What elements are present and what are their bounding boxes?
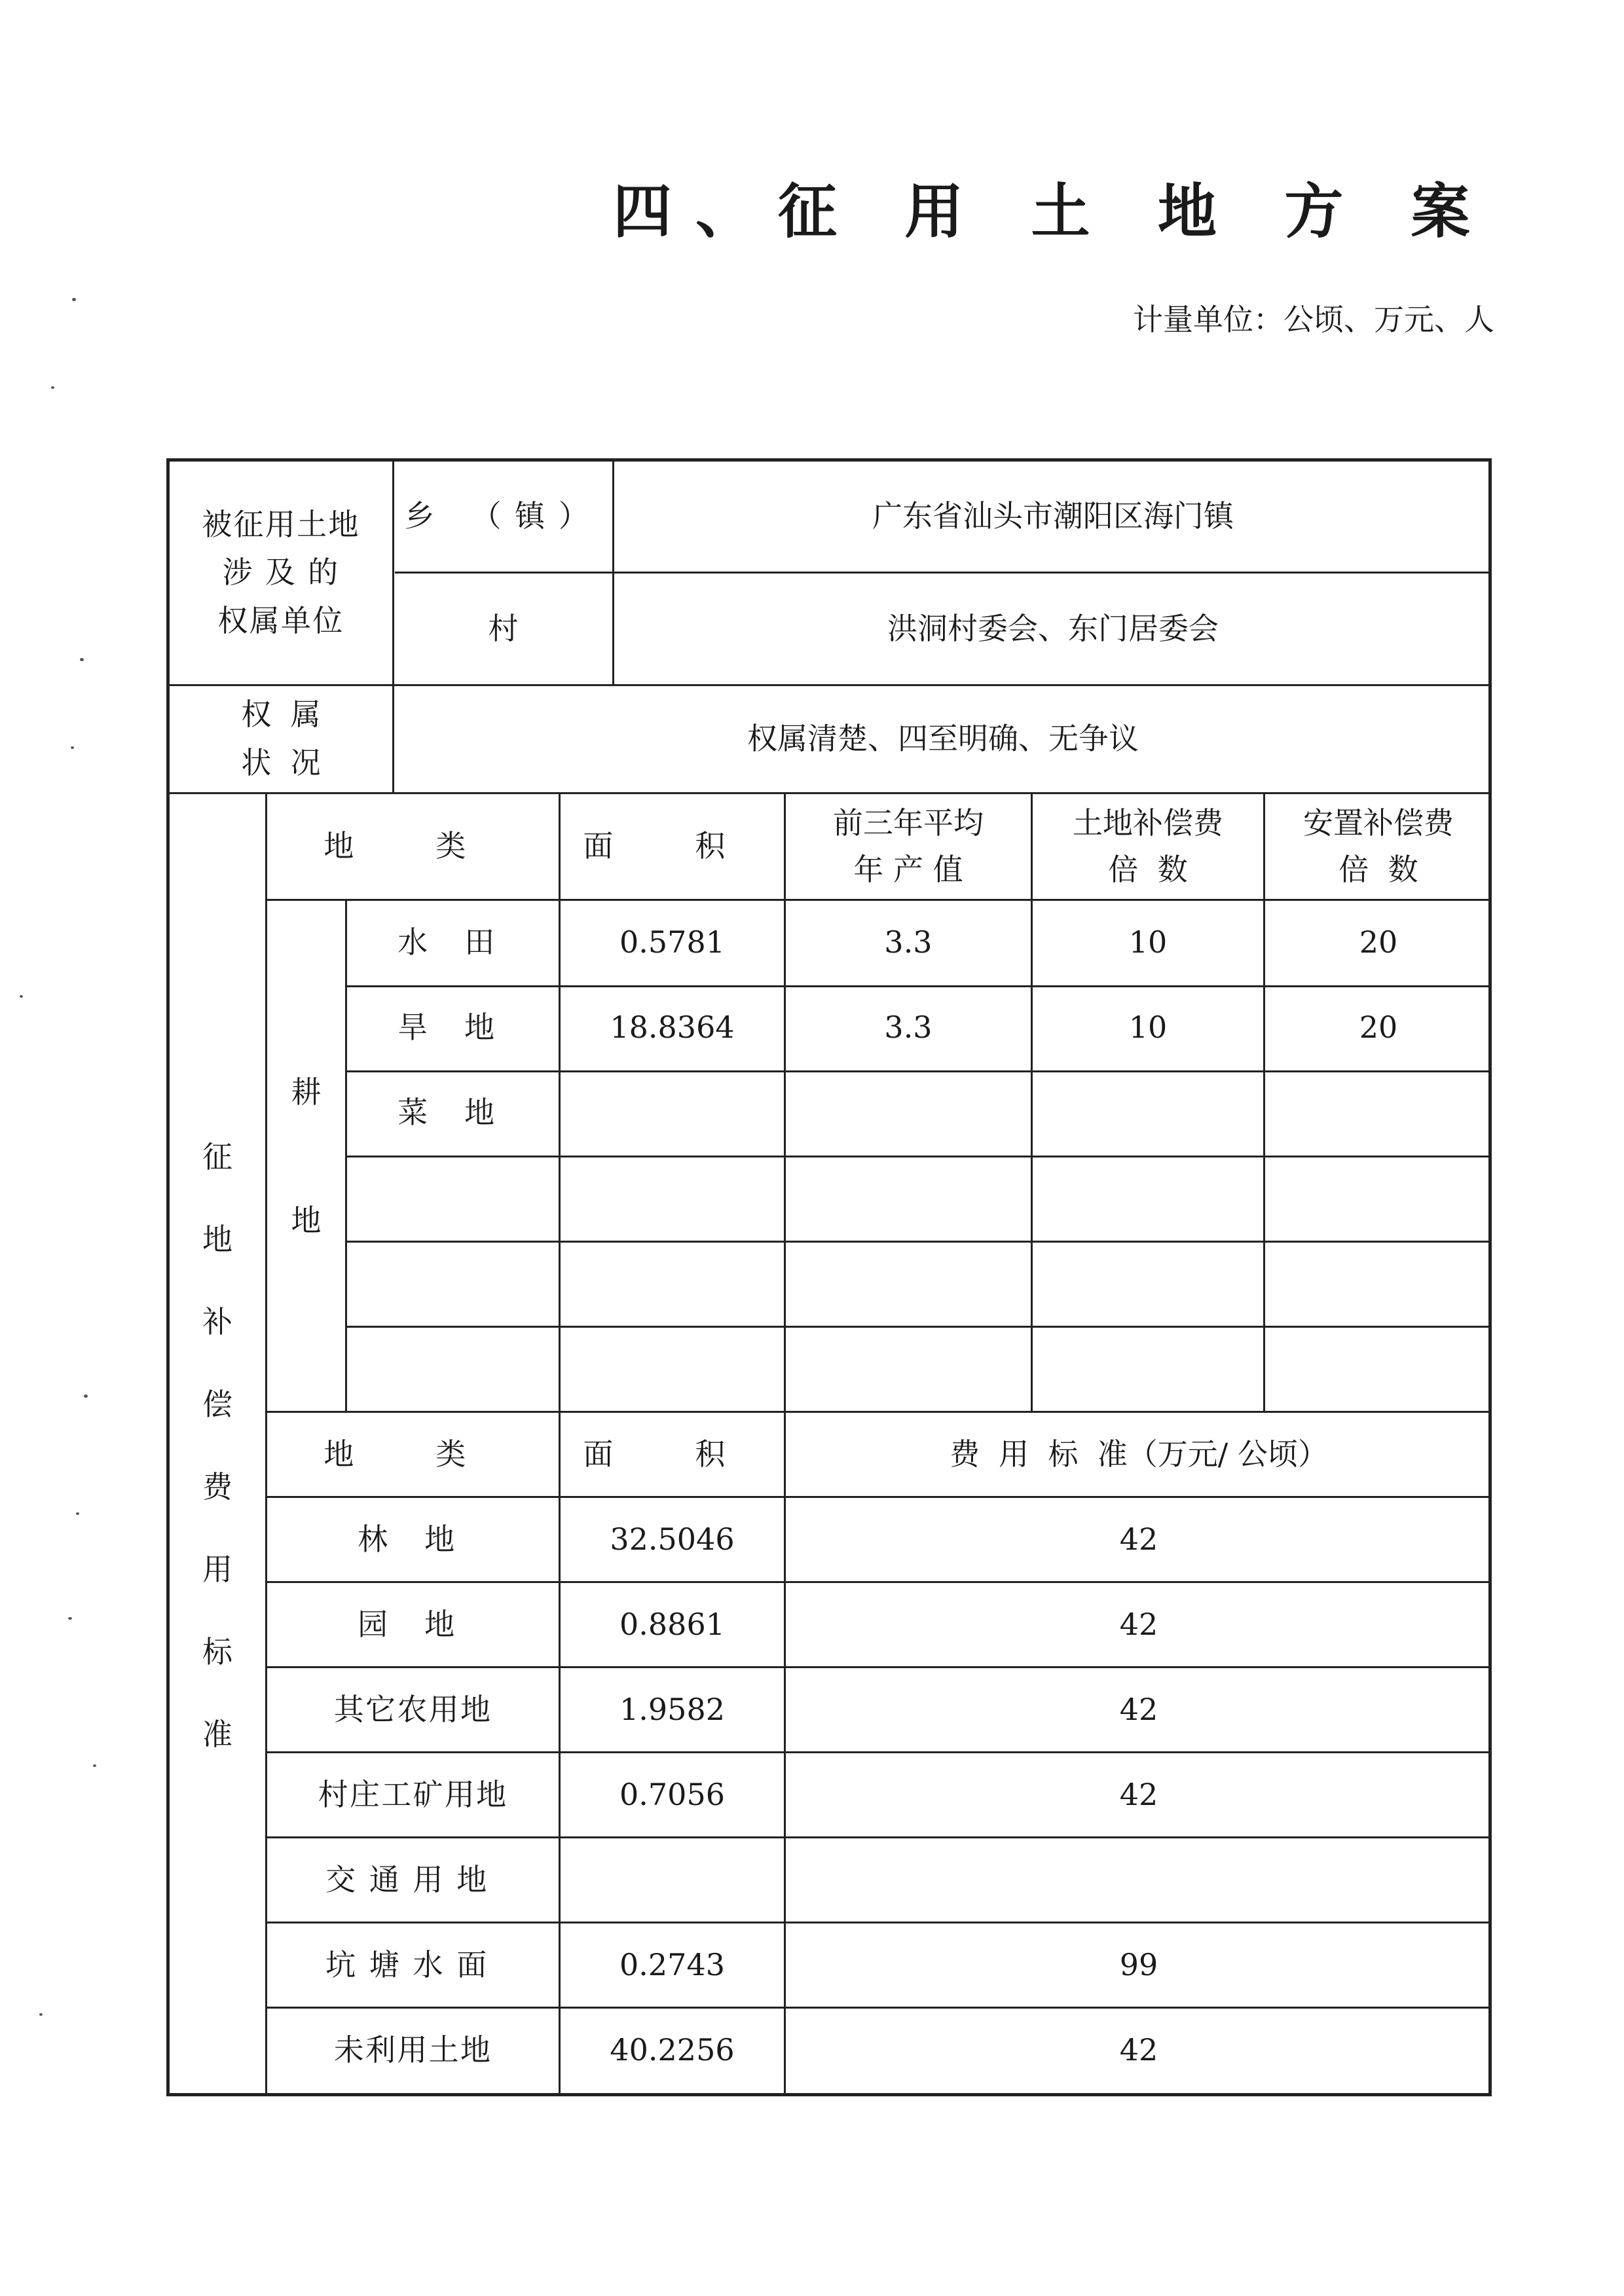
side-label-char: 补	[202, 1303, 232, 1339]
side-label-char: 准	[202, 1716, 232, 1752]
arable-type	[347, 1156, 559, 1239]
arable-land-multiple: 10	[1128, 924, 1168, 960]
arable-type: 旱 地	[397, 1009, 508, 1045]
land-area: 0.8861	[619, 1606, 725, 1642]
side-label-char: 标	[202, 1633, 232, 1669]
arable-type	[347, 1326, 559, 1410]
arable-output	[786, 1326, 1031, 1410]
arable-area	[561, 1326, 784, 1410]
land-type: 园 地	[358, 1606, 468, 1642]
arable-label-char: 地	[291, 1202, 322, 1238]
arable-type	[347, 1241, 559, 1324]
arable-area	[561, 1071, 784, 1154]
arable-resettle-multiple: 20	[1359, 924, 1398, 960]
fee-standard: 42	[1119, 1521, 1158, 1557]
land-type: 村庄工矿用地	[318, 1776, 508, 1812]
arable-land-multiple: 10	[1128, 1009, 1168, 1045]
status-value: 权属清楚、四至明确、无争议	[747, 721, 1139, 757]
arable-type: 水 田	[397, 924, 508, 960]
fee-standard: 42	[1119, 2032, 1158, 2068]
header2-area: 面 积	[583, 1436, 762, 1472]
header-resettle-multiple: 安置补偿费 倍 数	[1303, 805, 1454, 887]
header2-fee-standard: 费 用 标 准（万元/ 公顷）	[950, 1436, 1328, 1472]
status-label: 权 属 状 况	[241, 697, 321, 780]
side-label-char: 征	[202, 1139, 232, 1175]
town-value: 广东省汕头市潮阳区海门镇	[872, 498, 1234, 534]
arable-output	[786, 1156, 1031, 1239]
header-area: 面 积	[583, 828, 762, 864]
fee-standard: 99	[1119, 1946, 1158, 1982]
arable-land-multiple	[1033, 1071, 1263, 1154]
land-area: 32.5046	[610, 1521, 735, 1557]
land-acquisition-table	[166, 458, 1492, 2096]
header-land-multiple: 土地补偿费 倍 数	[1073, 805, 1223, 887]
fee-standard: 42	[1119, 1606, 1158, 1642]
arable-land-label	[267, 901, 345, 1411]
arable-area	[561, 1241, 784, 1324]
land-type: 林 地	[358, 1521, 468, 1557]
fee-standard: 42	[1119, 1691, 1158, 1727]
arable-land-multiple	[1033, 1156, 1263, 1239]
arable-type: 菜 地	[397, 1094, 508, 1130]
arable-resettle-multiple	[1265, 1071, 1492, 1154]
arable-land-multiple	[1033, 1241, 1263, 1324]
compensation-side-label	[170, 794, 265, 2096]
side-label-char: 偿	[202, 1386, 232, 1422]
ownership-label: 被征用土地 涉 及 的 权属单位	[202, 506, 360, 638]
arable-area: 18.8364	[610, 1009, 735, 1045]
unit-note: 计量单位：公顷、万元、人	[1133, 302, 1494, 337]
land-type: 未利用土地	[333, 2032, 492, 2068]
arable-resettle-multiple	[1265, 1326, 1492, 1410]
land-type: 交通用地	[325, 1861, 500, 1897]
side-label-char: 地	[202, 1221, 232, 1257]
village-value: 洪洞村委会、东门居委会	[887, 610, 1219, 646]
fee-standard	[786, 1838, 1492, 1922]
page-title: 四、征 用 土 地 方 案	[613, 177, 1494, 246]
header2-land-type: 地 类	[323, 1436, 502, 1472]
land-area: 1.9582	[619, 1691, 725, 1727]
village-label: 村	[488, 610, 519, 646]
header-land-type: 地 类	[323, 828, 502, 864]
land-area: 0.7056	[619, 1776, 725, 1812]
arable-area: 0.5781	[619, 924, 725, 960]
arable-resettle-multiple	[1265, 1156, 1492, 1239]
arable-area	[561, 1156, 784, 1239]
header-avg-output: 前三年平均 年 产 值	[833, 805, 984, 887]
land-area: 0.2743	[619, 1946, 725, 1982]
side-label-char: 用	[202, 1551, 232, 1587]
fee-standard: 42	[1119, 1776, 1158, 1812]
land-type: 其它农用地	[333, 1691, 492, 1727]
arable-label-char: 耕	[291, 1074, 322, 1110]
arable-output	[786, 1241, 1031, 1324]
arable-resettle-multiple	[1265, 1241, 1492, 1324]
town-label: 乡 （镇）	[404, 498, 602, 534]
arable-output: 3.3	[884, 1009, 932, 1045]
land-area	[561, 1838, 784, 1922]
arable-output	[786, 1071, 1031, 1154]
arable-output: 3.3	[884, 924, 932, 960]
land-type: 坑塘水面	[325, 1946, 500, 1982]
land-area: 40.2256	[610, 2032, 735, 2068]
arable-land-multiple	[1033, 1326, 1263, 1410]
arable-resettle-multiple: 20	[1359, 1009, 1398, 1045]
side-label-char: 费	[202, 1468, 232, 1504]
